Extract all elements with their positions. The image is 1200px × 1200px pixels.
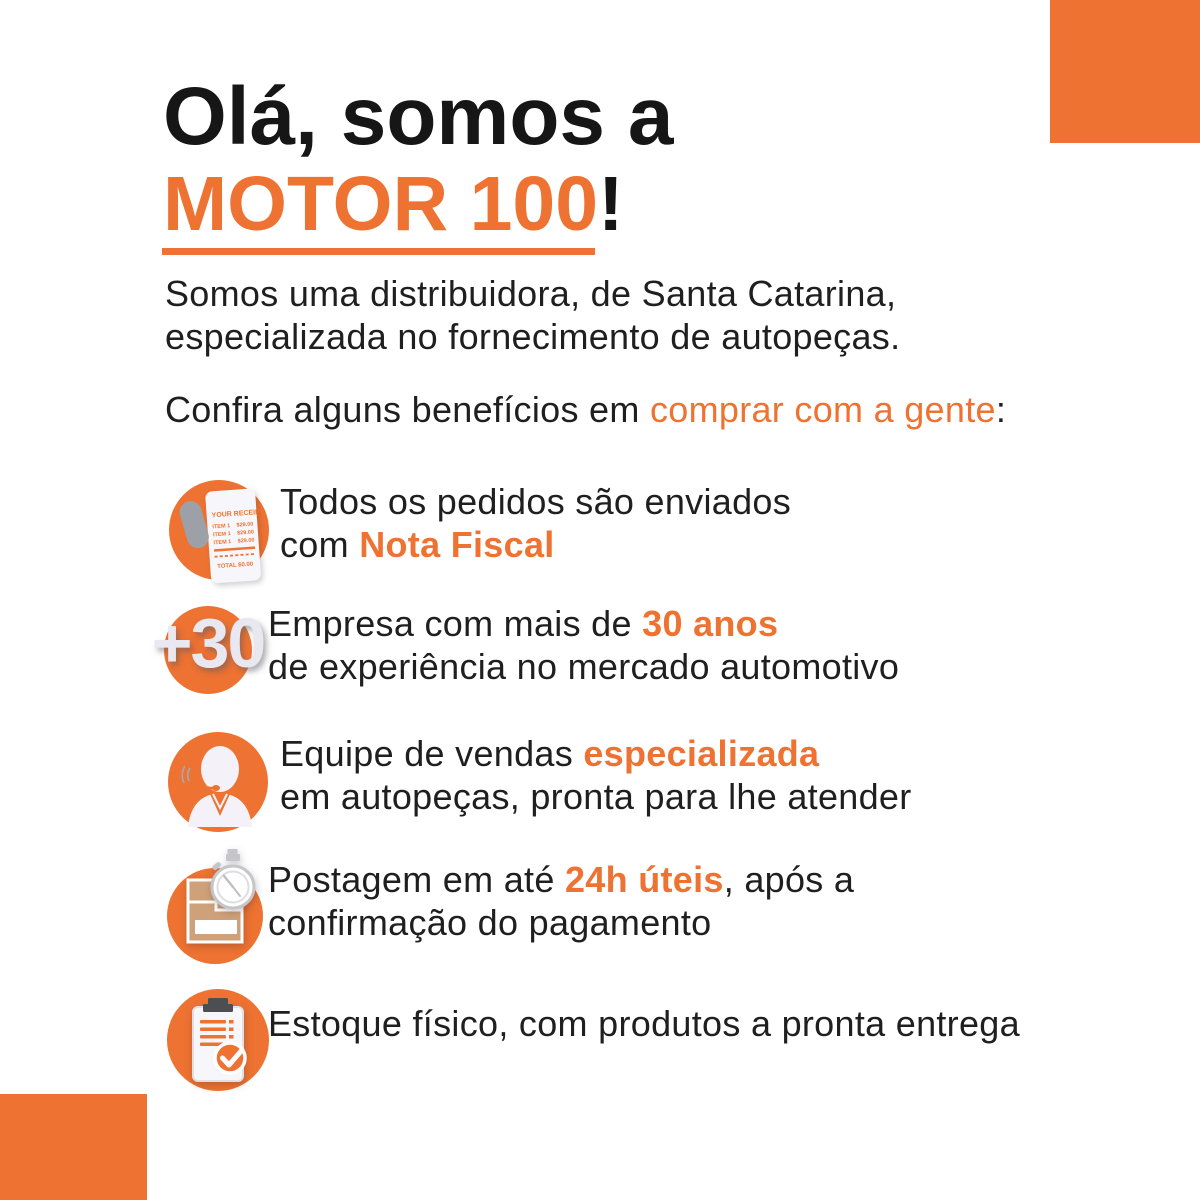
receipt-header-text: YOUR RECEIPT (211, 508, 265, 520)
benefit-5-text (268, 1002, 1020, 1045)
benefits-intro-prefix: Confira alguns benefícios em (165, 389, 650, 430)
support-agent-icon (166, 730, 270, 834)
brand-exclamation: ! (598, 161, 624, 247)
headline-brand-line (163, 161, 624, 247)
brand-underline (162, 248, 595, 255)
package-stopwatch-icon (162, 844, 274, 968)
benefit-1-highlight: Nota Fiscal (359, 524, 555, 565)
benefit-3-icon-box (166, 730, 270, 834)
benefit-1-icon-box (166, 478, 272, 592)
receipt-total-text: TOTAL $0.00 (217, 561, 254, 571)
headline-greeting (163, 71, 674, 162)
benefit-4-line-1: Postagem em até 24h úteis, após a (268, 859, 855, 900)
benefit-1-text (280, 480, 791, 566)
receipt-price-text: $29.00 (237, 537, 255, 545)
benefit-4-highlight: 24h úteis (564, 859, 724, 900)
benefit-4-line-2: confirmação do pagamento (268, 902, 712, 943)
benefit-2-line-1: Empresa com mais de 30 anos (268, 603, 779, 644)
benefit-2-line-2: de experiência no mercado automotivo (268, 646, 900, 687)
benefit-3-line-1: Equipe de vendas especializada (280, 733, 820, 774)
benefit-2-text (268, 602, 899, 688)
benefit-4-icon-box (162, 844, 274, 968)
benefit-2-highlight: 30 anos (642, 603, 779, 644)
benefit-3-line-2: em autopeças, pronta para lhe atender (280, 776, 912, 817)
brand-name: MOTOR 100 (163, 161, 599, 247)
benefit-1-line-2: com Nota Fiscal (280, 524, 555, 565)
benefits-intro (165, 388, 1006, 431)
benefit-3-text (280, 732, 912, 818)
receipt-item-text: ITEM 1 (213, 539, 232, 547)
receipt-price-text: $29.00 (236, 529, 255, 537)
benefit-5-line-1: Estoque físico, com produtos a pronta entrega (268, 1003, 1020, 1044)
plus-30-badge-number: +30 (151, 604, 265, 682)
corner-square-bottom-left (0, 1094, 147, 1200)
clipboard-check-icon (164, 986, 272, 1098)
intro-line-2: especializada no fornecimento de autopeças. (165, 316, 901, 357)
receipt-item-text: ITEM 1 (212, 523, 231, 531)
corner-square-top-right (1050, 0, 1200, 143)
intro-line-1: Somos uma distribuidora, de Santa Catarina, (165, 273, 897, 314)
benefit-2-icon-box (146, 602, 270, 702)
headline-greeting-text: Olá, somos a (163, 71, 674, 162)
receipt-icon (166, 478, 272, 592)
benefit-1-line-1: Todos os pedidos são enviados (280, 481, 792, 522)
intro-paragraph (165, 272, 900, 358)
benefit-4-text (268, 858, 854, 944)
benefit-5-icon-box (164, 986, 272, 1098)
receipt-item-text: ITEM 1 (212, 531, 231, 539)
benefit-3-highlight: especializada (583, 733, 820, 774)
benefits-intro-suffix: : (995, 389, 1007, 430)
benefits-intro-highlight: comprar com a gente (649, 389, 996, 430)
receipt-price-text: $29.00 (236, 521, 254, 529)
